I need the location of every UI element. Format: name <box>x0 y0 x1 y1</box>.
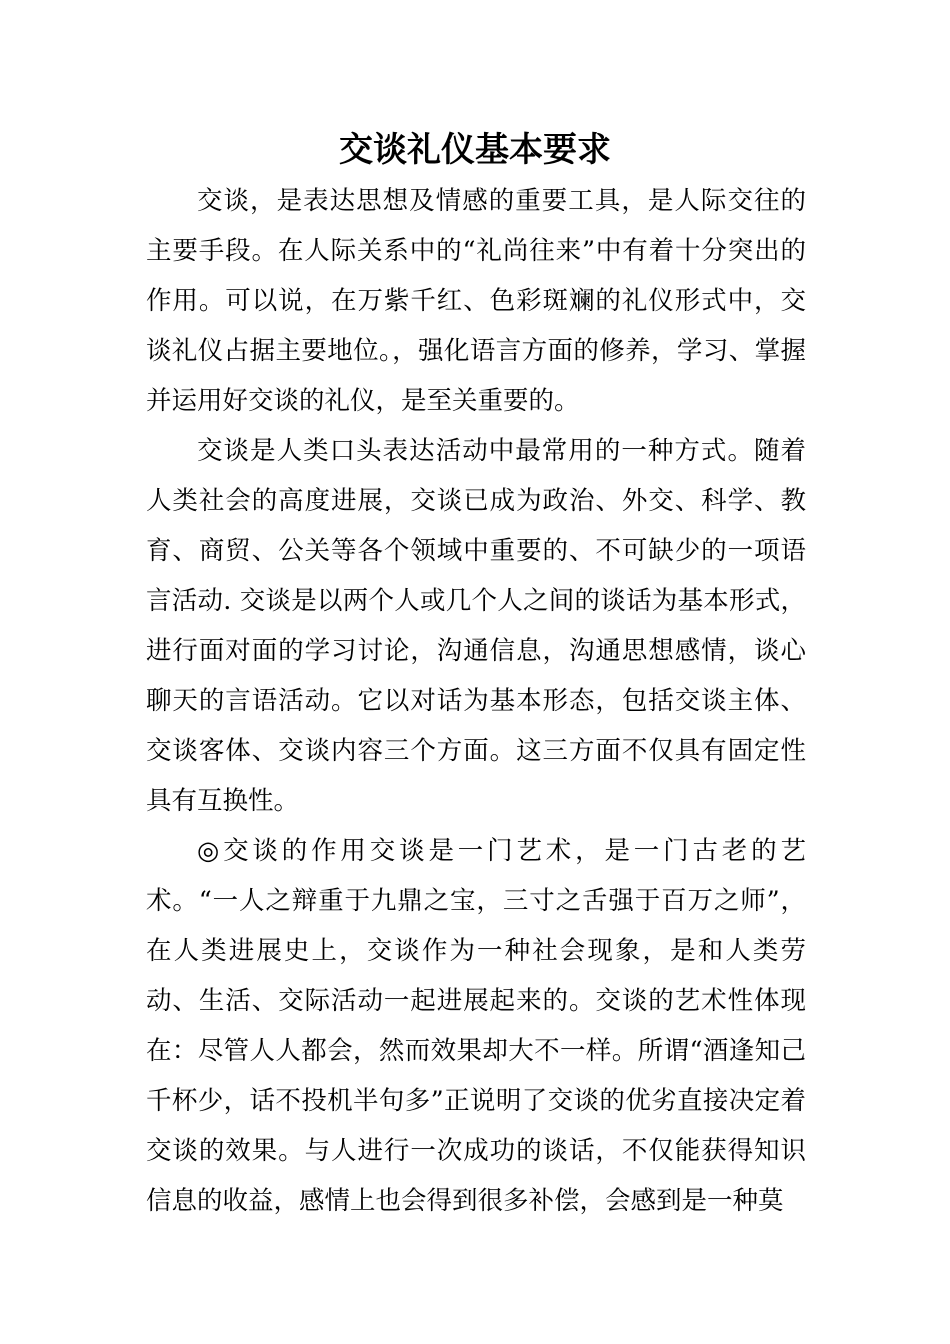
paragraph-3: ◎交谈的作用交谈是一门艺术，是一门古老的艺术。“一人之辩重于九鼎之宝，三寸之舌强于百万之师”，在人类进展史上，交谈作为一种社会现象，是和人类劳动、生活、交际活动一起进展起来的。交谈的艺术性体现在：尽管人人都会，然而效果却大不一样。所谓“酒逢知己千杯少，话不投机半句多”正说明了交谈的优劣直接决定着交谈的效果。与人进行一次成功的谈话，不仅能获得知识信息的收益，感情上也会得到很多补偿，会感到是一种莫 <box>146 836 806 1216</box>
document-body <box>146 176 806 1226</box>
document-title: 交谈礼仪基本要求 <box>339 130 611 170</box>
paragraph-2: 交谈是人类口头表达活动中最常用的一种方式。随着人类社会的高度进展，交谈已成为政治、外交、科学、教育、商贸、公关等各个领域中重要的、不可缺少的一项语言活动. 交谈是以两个人或几个人之间的谈话为基本形式，进行面对面的学习讨论，沟通信息，沟通思想感情，谈心聊天的言语活动。它以对话为基本形态，包括交谈主体、交谈客体、交谈内容三个方面。这三方面不仅具有固定性具有互换性。 <box>146 436 806 816</box>
paragraph-1: 交谈，是表达思想及情感的重要工具，是人际交往的主要手段。在人际关系中的“礼尚往来”中有着十分突出的作用。可以说，在万紫千红、色彩斑斓的礼仪形式中，交谈礼仪占据主要地位。，强化语言方面的修养，学习、掌握并运用好交谈的礼仪，是至关重要的。 <box>146 186 806 416</box>
